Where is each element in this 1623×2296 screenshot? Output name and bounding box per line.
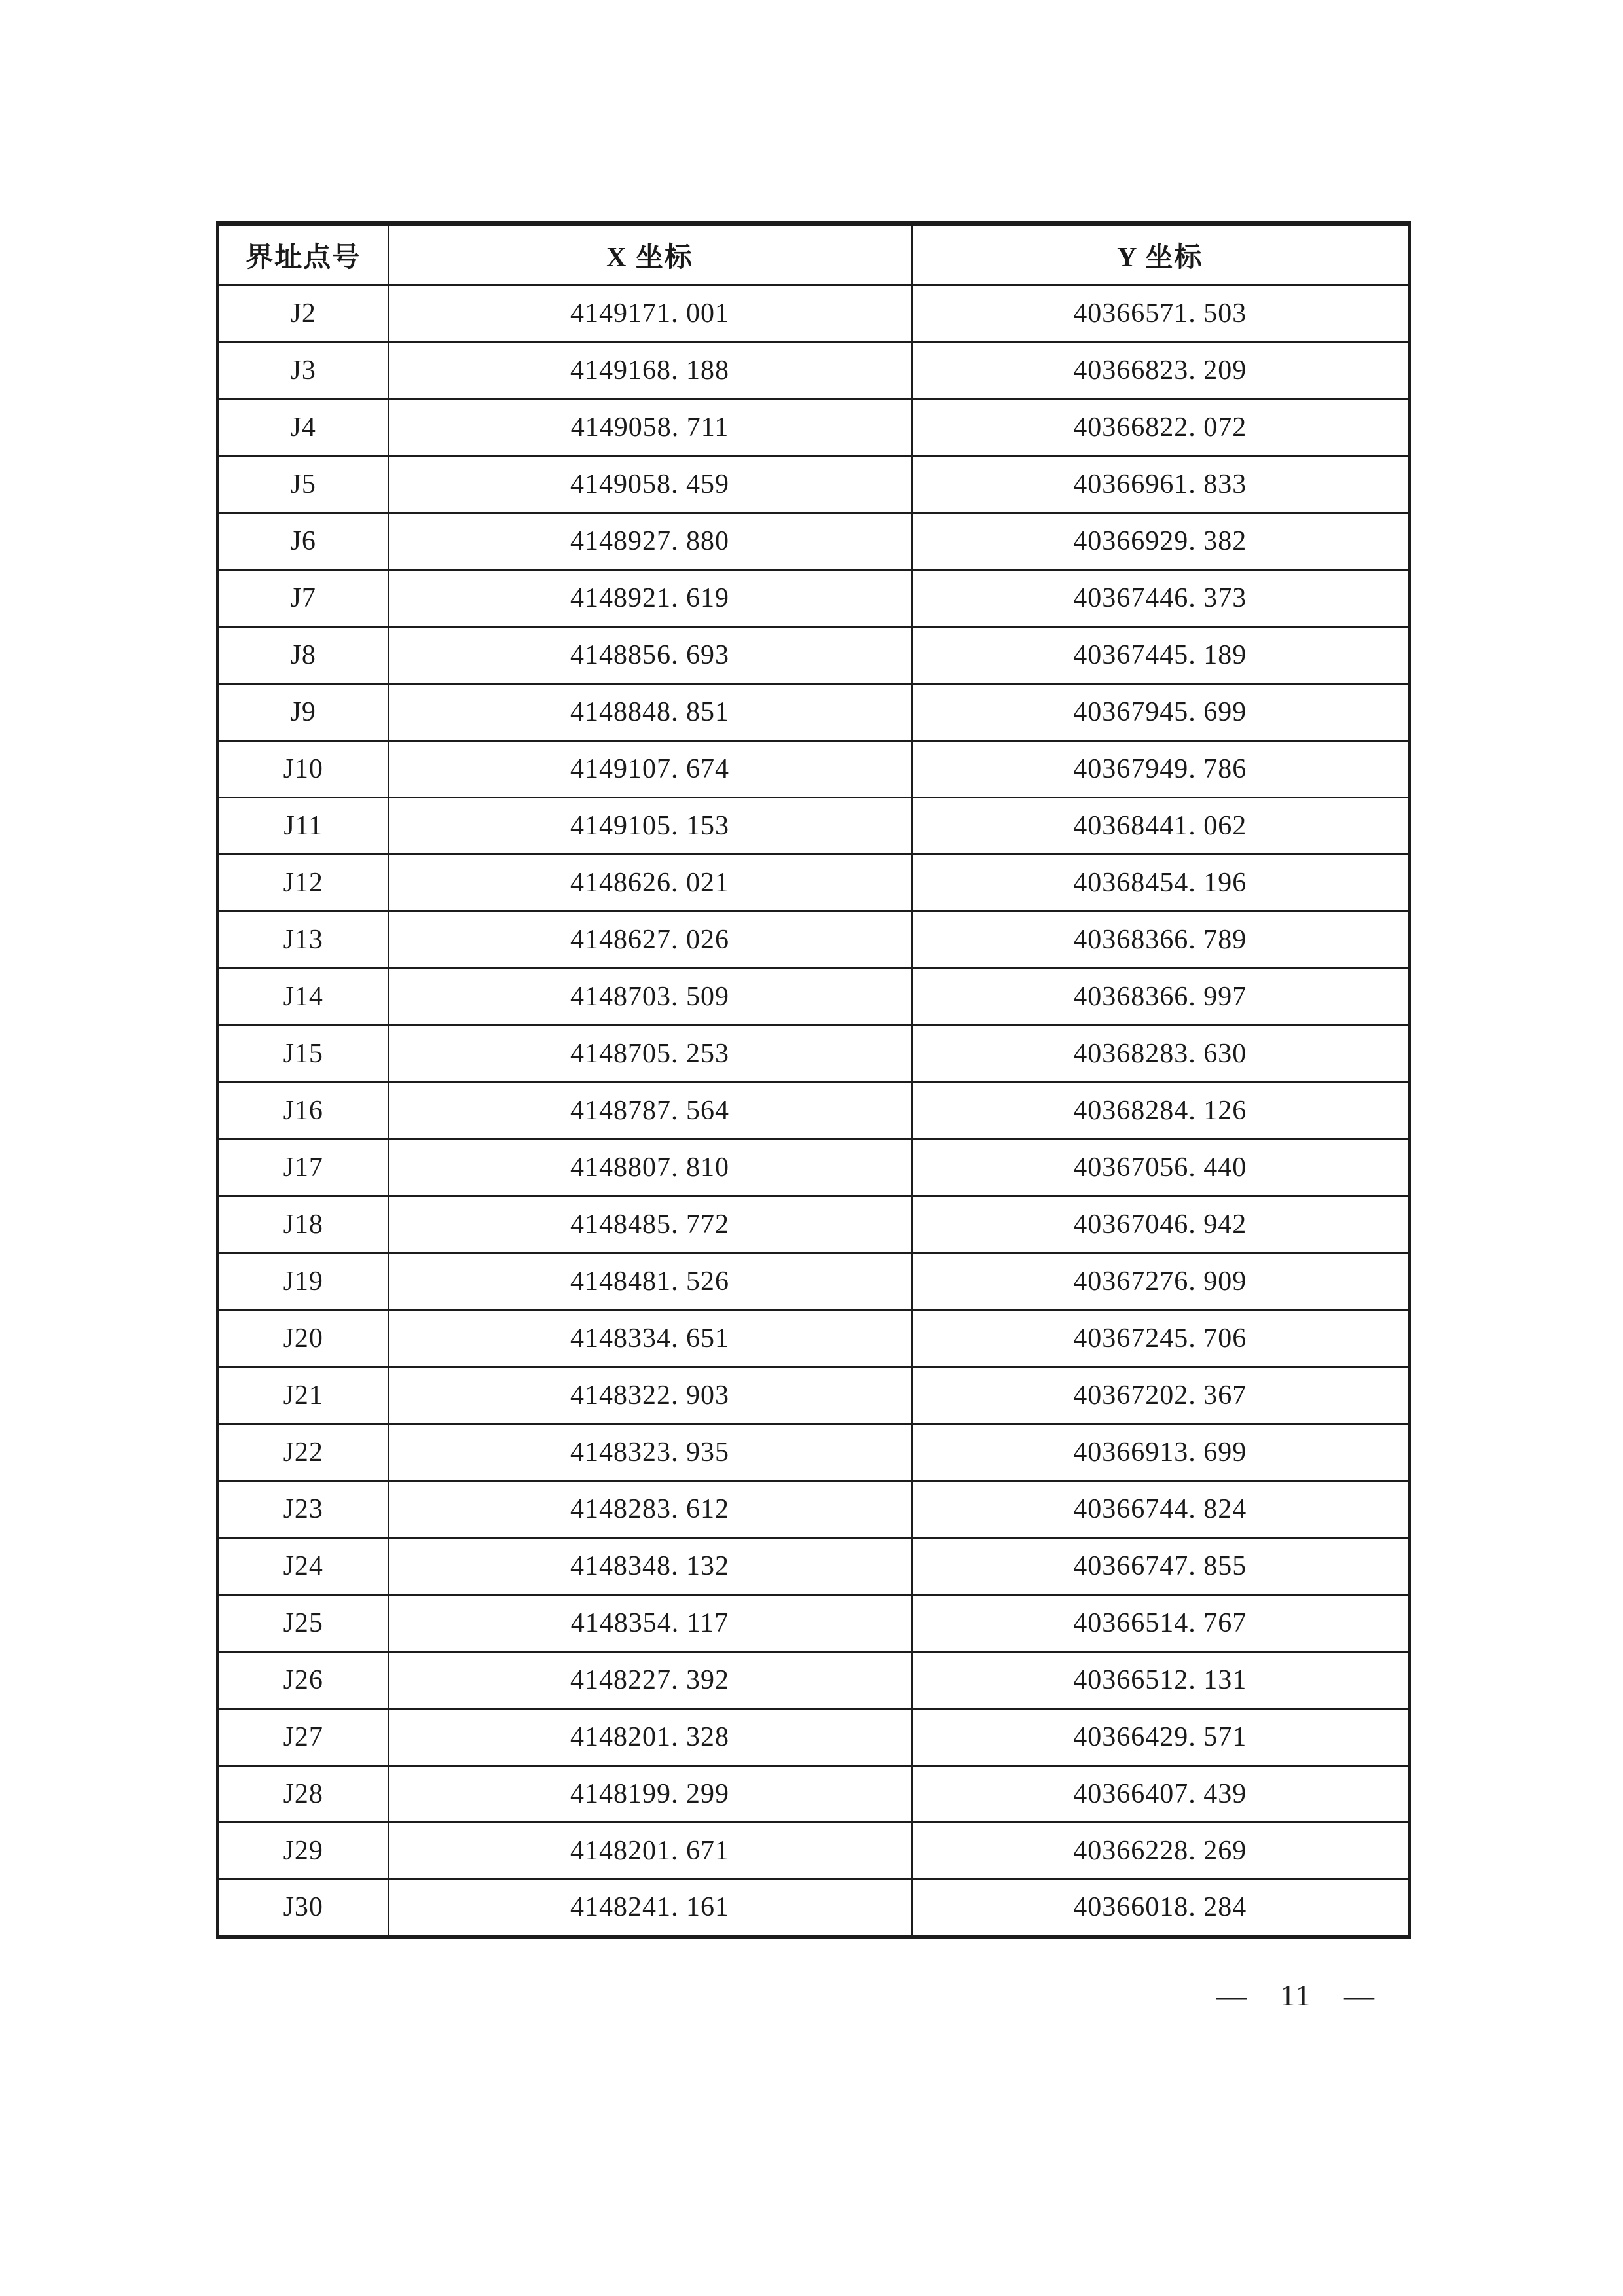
point-id-cell: J13 [218, 912, 388, 969]
x-coordinate-cell: 4148334. 651 [388, 1310, 912, 1367]
boundary-point-coordinate-table [216, 221, 1411, 1939]
x-coordinate-cell: 4148626. 021 [388, 855, 912, 912]
x-coordinate-cell: 4148348. 132 [388, 1538, 912, 1595]
point-id-cell: J20 [218, 1310, 388, 1367]
table-row [218, 1424, 1410, 1481]
y-coordinate-cell: 40368366. 789 [912, 912, 1410, 969]
point-id-cell: J29 [218, 1823, 388, 1880]
x-coordinate-cell: 4148927. 880 [388, 513, 912, 570]
x-coordinate-cell: 4149171. 001 [388, 285, 912, 342]
table-row [218, 969, 1410, 1026]
point-id-cell: J14 [218, 969, 388, 1026]
table-row [218, 285, 1410, 342]
point-id-cell: J8 [218, 627, 388, 684]
y-coordinate-cell: 40367949. 786 [912, 741, 1410, 798]
x-coordinate-cell: 4149168. 188 [388, 342, 912, 399]
header-x-coordinate: X 坐标 [388, 224, 912, 285]
y-coordinate-cell: 40367446. 373 [912, 570, 1410, 627]
point-id-cell: J17 [218, 1139, 388, 1196]
x-coordinate-cell: 4149058. 459 [388, 456, 912, 513]
x-coordinate-cell: 4148201. 328 [388, 1709, 912, 1766]
x-coordinate-cell: 4148703. 509 [388, 969, 912, 1026]
page-number: — 11 — [1216, 1979, 1376, 2012]
x-coordinate-cell: 4148627. 026 [388, 912, 912, 969]
table-row [218, 798, 1410, 855]
table-row [218, 1538, 1410, 1595]
table-row [218, 399, 1410, 456]
y-coordinate-cell: 40368454. 196 [912, 855, 1410, 912]
y-coordinate-cell: 40366822. 072 [912, 399, 1410, 456]
y-coordinate-cell: 40366929. 382 [912, 513, 1410, 570]
point-id-cell: J26 [218, 1652, 388, 1709]
y-coordinate-cell: 40367245. 706 [912, 1310, 1410, 1367]
x-coordinate-cell: 4148856. 693 [388, 627, 912, 684]
x-coordinate-cell: 4148283. 612 [388, 1481, 912, 1538]
point-id-cell: J2 [218, 285, 388, 342]
x-coordinate-cell: 4148705. 253 [388, 1026, 912, 1083]
table-row [218, 1823, 1410, 1880]
table-row [218, 342, 1410, 399]
y-coordinate-cell: 40368366. 997 [912, 969, 1410, 1026]
y-coordinate-cell: 40366429. 571 [912, 1709, 1410, 1766]
x-coordinate-cell: 4148201. 671 [388, 1823, 912, 1880]
y-coordinate-cell: 40368283. 630 [912, 1026, 1410, 1083]
x-coordinate-cell: 4149105. 153 [388, 798, 912, 855]
point-id-cell: J16 [218, 1083, 388, 1139]
table-row [218, 1083, 1410, 1139]
point-id-cell: J30 [218, 1880, 388, 1937]
point-id-cell: J25 [218, 1595, 388, 1652]
table-row [218, 1367, 1410, 1424]
point-id-cell: J9 [218, 684, 388, 741]
point-id-cell: J18 [218, 1196, 388, 1253]
x-coordinate-cell: 4148848. 851 [388, 684, 912, 741]
y-coordinate-cell: 40366407. 439 [912, 1766, 1410, 1823]
y-coordinate-cell: 40366018. 284 [912, 1880, 1410, 1937]
table-body [218, 285, 1410, 1937]
y-coordinate-cell: 40368284. 126 [912, 1083, 1410, 1139]
x-coordinate-cell: 4148485. 772 [388, 1196, 912, 1253]
y-coordinate-cell: 40367445. 189 [912, 627, 1410, 684]
point-id-cell: J21 [218, 1367, 388, 1424]
x-coordinate-cell: 4148354. 117 [388, 1595, 912, 1652]
x-coordinate-cell: 4148807. 810 [388, 1139, 912, 1196]
point-id-cell: J24 [218, 1538, 388, 1595]
table-row [218, 1595, 1410, 1652]
table-row [218, 1880, 1410, 1937]
x-coordinate-cell: 4148199. 299 [388, 1766, 912, 1823]
x-coordinate-cell: 4148921. 619 [388, 570, 912, 627]
point-id-cell: J5 [218, 456, 388, 513]
header-y-coordinate: Y 坐标 [912, 224, 1410, 285]
y-coordinate-cell: 40366571. 503 [912, 285, 1410, 342]
y-coordinate-cell: 40366913. 699 [912, 1424, 1410, 1481]
point-id-cell: J28 [218, 1766, 388, 1823]
y-coordinate-cell: 40368441. 062 [912, 798, 1410, 855]
point-id-cell: J27 [218, 1709, 388, 1766]
table-row [218, 1766, 1410, 1823]
table-row [218, 456, 1410, 513]
x-coordinate-cell: 4148227. 392 [388, 1652, 912, 1709]
point-id-cell: J10 [218, 741, 388, 798]
point-id-cell: J6 [218, 513, 388, 570]
table-row [218, 513, 1410, 570]
point-id-cell: J12 [218, 855, 388, 912]
x-coordinate-cell: 4149107. 674 [388, 741, 912, 798]
point-id-cell: J15 [218, 1026, 388, 1083]
table-row [218, 684, 1410, 741]
table-row [218, 1253, 1410, 1310]
y-coordinate-cell: 40366228. 269 [912, 1823, 1410, 1880]
table-row [218, 1310, 1410, 1367]
header-point-id: 界址点号 [218, 224, 388, 285]
table-row [218, 627, 1410, 684]
table-row [218, 570, 1410, 627]
y-coordinate-cell: 40366744. 824 [912, 1481, 1410, 1538]
y-coordinate-cell: 40366514. 767 [912, 1595, 1410, 1652]
point-id-cell: J19 [218, 1253, 388, 1310]
table-row [218, 1709, 1410, 1766]
table-row [218, 912, 1410, 969]
point-id-cell: J3 [218, 342, 388, 399]
x-coordinate-cell: 4148481. 526 [388, 1253, 912, 1310]
point-id-cell: J11 [218, 798, 388, 855]
y-coordinate-cell: 40366512. 131 [912, 1652, 1410, 1709]
y-coordinate-cell: 40366961. 833 [912, 456, 1410, 513]
x-coordinate-cell: 4148322. 903 [388, 1367, 912, 1424]
x-coordinate-cell: 4148323. 935 [388, 1424, 912, 1481]
table-header-row [218, 224, 1410, 285]
x-coordinate-cell: 4148241. 161 [388, 1880, 912, 1937]
y-coordinate-cell: 40367202. 367 [912, 1367, 1410, 1424]
x-coordinate-cell: 4148787. 564 [388, 1083, 912, 1139]
table-row [218, 1196, 1410, 1253]
table-row [218, 855, 1410, 912]
y-coordinate-cell: 40367276. 909 [912, 1253, 1410, 1310]
table-row [218, 1139, 1410, 1196]
point-id-cell: J7 [218, 570, 388, 627]
table-row [218, 741, 1410, 798]
y-coordinate-cell: 40367046. 942 [912, 1196, 1410, 1253]
y-coordinate-cell: 40366747. 855 [912, 1538, 1410, 1595]
table-row [218, 1026, 1410, 1083]
y-coordinate-cell: 40367945. 699 [912, 684, 1410, 741]
table-row [218, 1652, 1410, 1709]
point-id-cell: J22 [218, 1424, 388, 1481]
point-id-cell: J23 [218, 1481, 388, 1538]
y-coordinate-cell: 40366823. 209 [912, 342, 1410, 399]
point-id-cell: J4 [218, 399, 388, 456]
y-coordinate-cell: 40367056. 440 [912, 1139, 1410, 1196]
x-coordinate-cell: 4149058. 711 [388, 399, 912, 456]
table-row [218, 1481, 1410, 1538]
